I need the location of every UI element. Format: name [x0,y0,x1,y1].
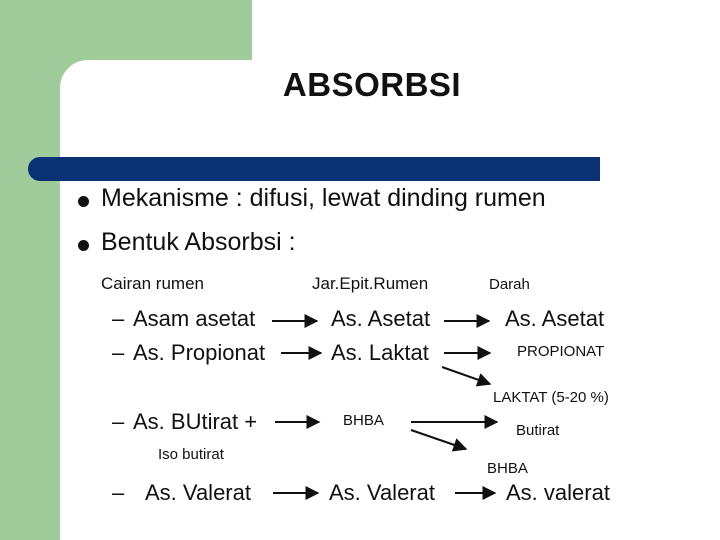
arrow-bhba-diag [411,430,466,449]
slide-title: ABSORBSI [282,66,462,103]
row-asetat-col1: Asam asetat [133,306,256,331]
iso-butirat-label: Iso butirat [158,446,224,463]
row-propionat-col1: As. Propionat [133,340,266,365]
row-valerat-col3: As. valerat [506,480,610,505]
header-darah: Darah [489,276,530,293]
bhba-label: BHBA [487,460,528,477]
row-valerat-col1: As. Valerat [145,480,251,505]
dash-marker: – [112,340,125,365]
header-jar-epit-rumen: Jar.Epit.Rumen [312,274,429,293]
row-asetat-col2: As. Asetat [331,306,431,331]
row-butirat-col1: As. BUtirat + [133,409,258,434]
row-propionat-col3: PROPIONAT [517,343,605,360]
dash-marker: – [112,480,125,505]
row-butirat-col3: Butirat [516,422,560,439]
dash-marker: – [112,306,125,331]
row-butirat-col2: BHBA [343,412,384,429]
dash-marker: – [112,409,125,434]
bullet-text: Mekanisme : difusi, lewat dinding rumen [101,184,546,212]
bullet-text: Bentuk Absorbsi : [101,228,296,256]
row-asetat-col3: As. Asetat [505,306,605,331]
row-valerat-col2: As. Valerat [329,480,435,505]
header-cairan-rumen: Cairan rumen [101,274,204,293]
laktat-note: LAKTAT (5-20 %) [493,389,609,406]
row-propionat-col2: As. Laktat [331,340,429,365]
arrow-laktat-diag [442,367,490,384]
